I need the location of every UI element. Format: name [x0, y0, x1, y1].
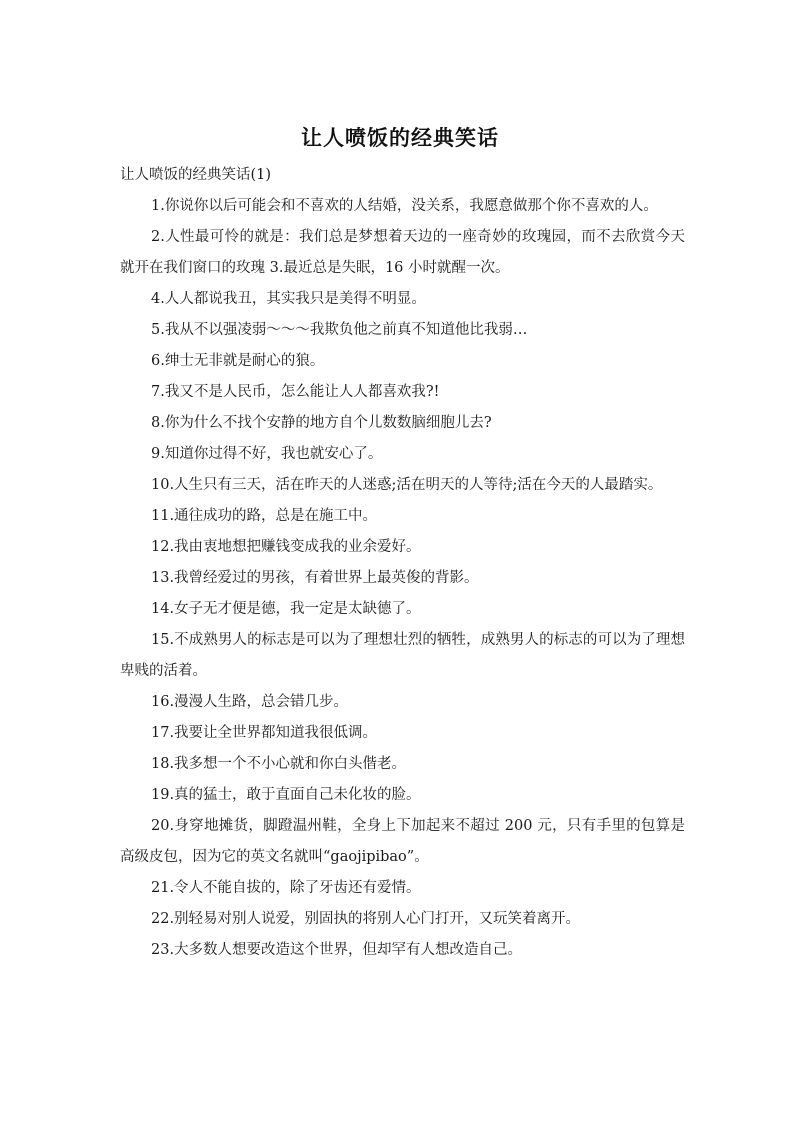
joke-item-22: 22.别轻易对别人说爱，别固执的将别人心门打开，又玩笑着离开。 — [151, 911, 581, 927]
joke-item-21: 21.令人不能自拔的，除了牙齿还有爱情。 — [151, 880, 421, 896]
joke-item-8: 8.你为什么不找个安静的地方自个儿数数脑细胞儿去? — [151, 415, 492, 431]
joke-item-13: 13.我曾经爱过的男孩，有着世界上最英俊的背影。 — [151, 570, 479, 586]
joke-item-5: 5.我从不以强凌弱～～～我欺负他之前真不知道他比我弱… — [151, 322, 528, 338]
joke-item-10: 10.人生只有三天，活在昨天的人迷惑;活在明天的人等待;活在今天的人最踏实。 — [151, 477, 663, 493]
joke-item-4: 4.人人都说我丑，其实我只是美得不明显。 — [151, 291, 426, 307]
joke-item-7: 7.我又不是人民币，怎么能让人人都喜欢我?! — [151, 384, 440, 400]
joke-item-6: 6.绅士无非就是耐心的狼。 — [151, 353, 325, 369]
joke-item-11: 11.通往成功的路，总是在施工中。 — [151, 508, 378, 524]
joke-item-15: 15.不成熟男人的标志是可以为了理想壮烈的牺牲，成熟男人的标志的可以为了理想卑贱的活着。 — [120, 632, 685, 679]
joke-item-2: 2.人性最可怜的就是：我们总是梦想着天边的一座奇妙的玫瑰园，而不去欣赏今天就开在我们窗口的玫瑰 3.最近总是失眠，16 小时就醒一次。 — [120, 229, 685, 276]
joke-item-14: 14.女子无才便是德，我一定是太缺德了。 — [151, 601, 421, 617]
joke-item-9: 9.知道你过得不好，我也就安心了。 — [151, 446, 383, 462]
joke-item-23: 23.大多数人想要改造这个世界，但却罕有人想改造自己。 — [151, 942, 523, 958]
document-title: 让人喷饭的经典笑话 — [301, 126, 499, 150]
joke-item-16: 16.漫漫人生路，总会错几步。 — [151, 694, 349, 710]
joke-item-18: 18.我多想一个不小心就和你白头偕老。 — [151, 756, 407, 772]
joke-item-19: 19.真的猛士，敢于直面自己未化妆的脸。 — [151, 787, 421, 803]
document-body — [120, 160, 685, 966]
joke-item-1: 1.你说你以后可能会和不喜欢的人结婚，没关系，我愿意做那个你不喜欢的人。 — [151, 198, 658, 214]
joke-item-17: 17.我要让全世界都知道我很低调。 — [151, 725, 378, 741]
document-subtitle: 让人喷饭的经典笑话(1) — [120, 167, 272, 183]
joke-item-12: 12.我由衷地想把赚钱变成我的业余爱好。 — [151, 539, 421, 555]
joke-item-20: 20.身穿地摊货，脚蹬温州鞋，全身上下加起来不超过 200 元，只有手里的包算是高级皮包，因为它的英文名就叫“gaojipibao”。 — [120, 818, 685, 865]
